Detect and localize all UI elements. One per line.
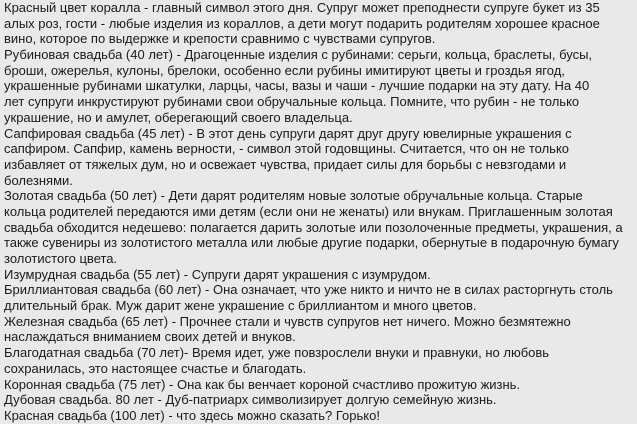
text-line: Сапфировая свадьба (45 лет) - В этот день супруги дарят друг другу ювелирные украшения с bbox=[4, 125, 572, 141]
text-line: украшенные рубинами шкатулки, ларцы, часы, вазы и чаши - лучшие подарки на эту дату. На 40 bbox=[4, 78, 590, 94]
text-line: Красный цвет коралла - главный символ этого дня. Супруг может преподнести супруге букет из 35 bbox=[4, 0, 600, 15]
text-line: золотистого цвета. bbox=[4, 251, 118, 266]
text-line: Дубовая свадьба. 80 лет - Дуб-патриарх символизирует долгую семейную жизнь. bbox=[4, 392, 497, 408]
text-line: Благодатная свадьба (70 лет)- Время идет, уже повзрослели внуки и правнуки, но любовь bbox=[4, 345, 550, 361]
text-line: Красная свадьба (100 лет) - что здесь можно сказать? Горько! bbox=[4, 407, 380, 423]
text-line: избавляет от тяжелых дум, но и освежает чувства, придает силы для борьбы с невзгодами и bbox=[4, 156, 567, 172]
text-line: Железная свадьба (65 лет) - Прочнее стали и чувств супругов нет ничего. Можно безмятежно bbox=[4, 313, 571, 329]
text-line: Изумрудная свадьба (55 лет) - Супруги дарят украшения с изумрудом. bbox=[4, 266, 431, 282]
text-line: алых роз, гости - любые изделия из кораллов, а дети могут подарить родителям хорошее красное bbox=[4, 15, 600, 31]
text-line: Коронная свадьба (75 лет) - Она как бы венчает короной счастливо прожитую жизнь. bbox=[4, 376, 521, 392]
text-line: свадьба обходится недешево: полагается дарить золотые или позолоченные предметы, украшения, а bbox=[4, 219, 623, 235]
text-line: Рубиновая свадьба (40 лет) - Драгоценные изделия с рубинами: серьги, кольца, браслеты, бусы, bbox=[4, 47, 593, 63]
text-line: броши, ожерелья, кулоны, брелоки, особенно если рубины имитируют цветы и гроздья ягод, bbox=[4, 62, 565, 78]
text-line: лет супруги инкрустируют рубинами свои обручальные кольца. Помните, что рубин - не только bbox=[4, 94, 580, 110]
text-line: Золотая свадьба (50 лет) - Дети дарят родителям новые золотые обручальные кольца. Старые bbox=[4, 188, 583, 204]
text-line: длительный брак. Муж дарит жене украшение с бриллиантом и много цветов. bbox=[4, 298, 477, 314]
text-line: вино, которое по выдержке и крепости сравнимо с чувствами супругов. bbox=[4, 31, 436, 47]
text-line: сапфиром. Сапфир, камень верности, - символ этой годовщины. Считается, что он не только bbox=[4, 141, 570, 157]
text-line: Бриллиантовая свадьба (60 лет) - Она означает, что уже никто и ничто не в силах расторгнуть столь bbox=[4, 282, 613, 298]
text-line: сохранилась, это настоящее счастье и благодать. bbox=[4, 360, 307, 376]
text-line: болезнями. bbox=[4, 172, 73, 188]
text-line: наслаждаться вниманием своих детей и внуков. bbox=[4, 329, 296, 345]
text-line: кольца родителей передаются ими детям (если они не женаты) или внукам. Приглашенным золотая bbox=[4, 203, 613, 219]
text-line: украшение, но и амулет, оберегающий своего владельца. bbox=[4, 109, 353, 125]
text-line: также сувениры из золотистого металла или любые другие подарки, обернутые в подарочную бумагу bbox=[4, 235, 619, 251]
